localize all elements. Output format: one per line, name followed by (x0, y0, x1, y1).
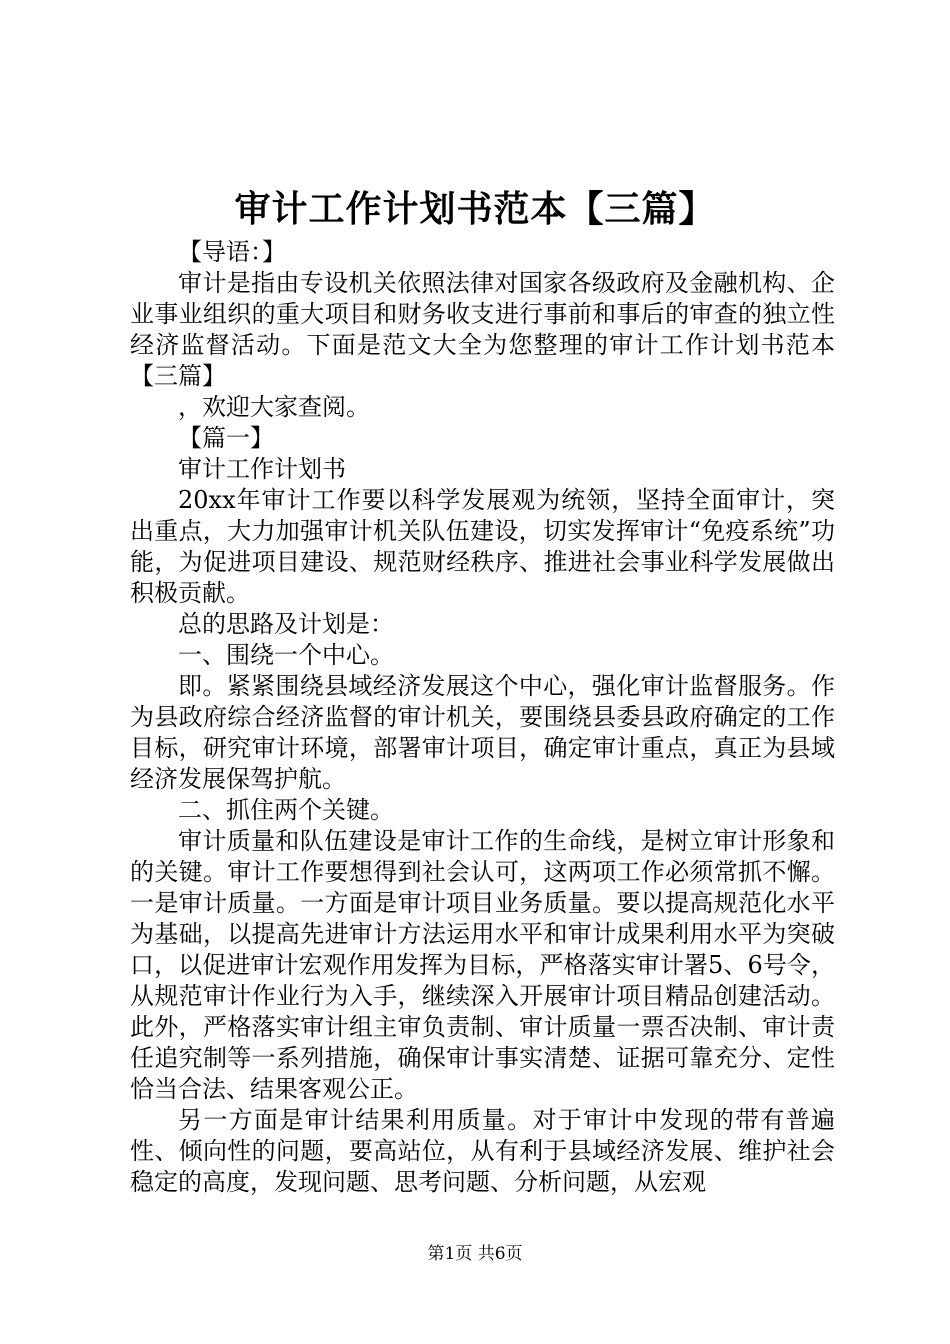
paragraph: 另一方面是审计结果利用质量。对于审计中发现的带有普遍性、倾向性的问题，要高站位，从有利于县域经济发展、维护社会稳定的高度，发现问题、思考问题、分析问题，从宏观 (130, 1106, 835, 1196)
paragraph: 总的思路及计划是： (178, 610, 394, 638)
paragraph: 【导语：】 (178, 238, 286, 266)
paragraph: 一、围绕一个中心。 (178, 641, 394, 669)
document-body (130, 237, 835, 1198)
paragraph: 即。紧紧围绕县域经济发展这个中心，强化审计监督服务。作为县政府综合经济监督的审计机关，要围绕县委县政府确定的工作目标，研究审计环境，部署审计项目，确定审计重点，真正为县域经济发展保驾护航。 (130, 672, 835, 793)
paragraph: 二、抓住两个关键。 (178, 796, 394, 824)
paragraph: 审计是指由专设机关依照法律对国家各级政府及金融机构、企业事业组织的重大项目和财务收支进行事前和事后的审查的独立性经济监督活动。下面是范文大全为您整理的审计工作计划书范本【三篇】 (130, 269, 835, 390)
paragraph: ，欢迎大家查阅。 (178, 393, 370, 421)
paragraph: 20xx年审计工作要以科学发展观为统领，坚持全面审计，突出重点，大力加强审计机关队伍建设，切实发挥审计“免疫系统”功能，为促进项目建设、规范财经秩序、推进社会事业科学发展做出积极贡献。 (130, 486, 835, 607)
paragraph: 审计工作计划书 (178, 455, 346, 483)
paragraph: 审计质量和队伍建设是审计工作的生命线，是树立审计形象和的关键。审计工作要想得到社会认可，这两项工作必须常抓不懈。一是审计质量。一方面是审计项目业务质量。要以提高规范化水平为基础，以提高先进审计方法运用水平和审计成果利用水平为突破口，以促进审计宏观作用发挥为目标，严格落实审计署5、6号令，从规范审计作业行为入手，继续深入开展审计项目精品创建活动。此外，严格落实审计组主审负责制、审计质量一票否决制、审计责任追究制等一系列措施，确保审计事实清楚、证据可靠充分、定性恰当合法、结果客观公正。 (130, 827, 835, 1103)
paragraph: 【篇一】 (178, 424, 274, 452)
document-title: 审计工作计划书范本【三篇】 (234, 188, 716, 230)
page-footer: 第1页 共6页 (427, 1244, 523, 1264)
